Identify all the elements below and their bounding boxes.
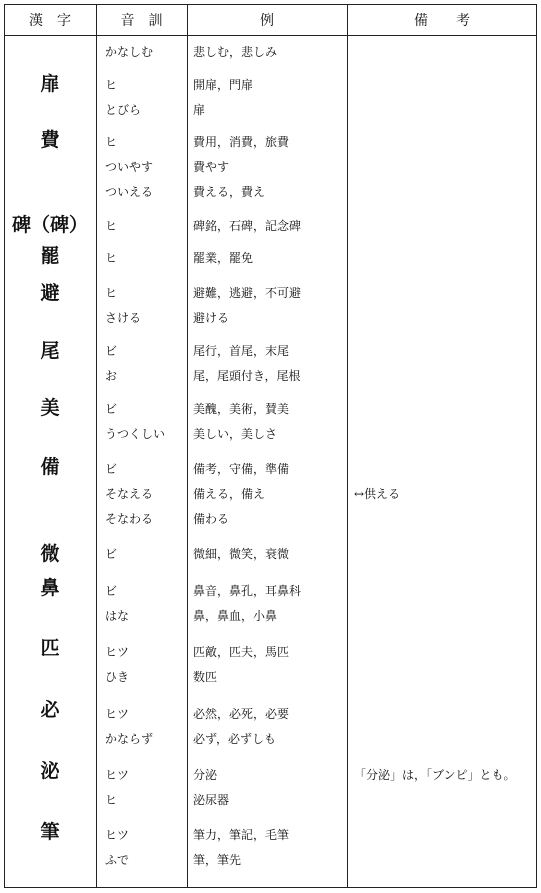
header-divider [4, 35, 537, 36]
note-cell: ↔供える [354, 487, 401, 501]
example-cell: 備える，備え [193, 487, 266, 501]
reading-cell: ビ [105, 584, 118, 598]
example-cell: 開扉，門扉 [193, 78, 254, 92]
reading-cell: ヒツ [105, 645, 130, 659]
example-cell: 微細，微笑，衰微 [193, 547, 290, 561]
example-cell: 筆，筆先 [193, 853, 242, 867]
example-cell: 鼻音，鼻孔，耳鼻科 [193, 584, 302, 598]
kanji-cell: 泌 [40, 760, 60, 782]
example-cell: 筆力，筆記，毛筆 [193, 828, 290, 842]
reading-cell: ヒ [105, 286, 118, 300]
reading-cell: はな [105, 609, 130, 623]
reading-cell: ついやす [105, 160, 154, 174]
kanji-cell: 避 [40, 282, 60, 304]
example-cell: 尾，尾頭付き，尾根 [193, 369, 301, 383]
reading-cell: ヒツ [105, 828, 130, 842]
reading-cell: ヒ [105, 793, 118, 807]
reading-cell: そなえる [105, 487, 154, 501]
reading-cell: ヒ [105, 135, 118, 149]
reading-cell: ひき [105, 670, 130, 684]
header-example: 例 [260, 12, 274, 29]
example-cell: 美しい，美しさ [193, 427, 278, 441]
reading-cell: ビ [105, 344, 118, 358]
example-cell: 悲しむ，悲しみ [193, 45, 278, 59]
reading-cell: お [105, 369, 118, 383]
reading-cell: ビ [105, 402, 118, 416]
kanji-cell: 尾 [40, 340, 60, 362]
kanji-cell: 微 [40, 543, 60, 565]
column-divider [187, 4, 188, 888]
example-cell: 数匹 [193, 670, 218, 684]
reading-cell: ついえる [105, 185, 154, 199]
example-cell: 費える，費え [193, 185, 266, 199]
column-divider [347, 4, 348, 888]
example-cell: 泌尿器 [193, 793, 230, 807]
reading-cell: ヒ [105, 78, 118, 92]
reading-cell: うつくしい [105, 427, 166, 441]
example-cell: 分泌 [193, 768, 218, 782]
reading-cell: ヒツ [105, 768, 130, 782]
reading-cell: そなわる [105, 512, 154, 526]
example-cell: 必ず，必ずしも [193, 732, 277, 746]
header-note: 備 考 [414, 12, 470, 29]
reading-cell: ヒ [105, 251, 118, 265]
example-cell: 備考，守備，準備 [193, 462, 290, 476]
reading-cell: ヒ [105, 219, 118, 233]
example-cell: 罷業，罷免 [193, 251, 254, 265]
example-cell: 避ける [193, 311, 230, 325]
kanji-cell: 筆 [40, 821, 60, 843]
kanji-cell: 鼻 [40, 577, 60, 599]
kanji-cell: 碑（碑） [11, 214, 88, 236]
kanji-cell: 備 [40, 456, 60, 478]
kanji-cell: 費 [40, 129, 60, 151]
reading-cell: ヒツ [105, 707, 130, 721]
example-cell: 費やす [193, 160, 230, 174]
reading-cell: かなしむ [105, 45, 154, 59]
kanji-cell: 扉 [40, 73, 60, 95]
reading-cell: かならず [105, 732, 154, 746]
note-cell: 「分泌」は，「ブンピ」とも。 [354, 768, 516, 782]
example-cell: 費用，消費，旅費 [193, 135, 290, 149]
reading-cell: さける [105, 311, 142, 325]
example-cell: 鼻，鼻血，小鼻 [193, 609, 278, 623]
example-cell: 避難，逃避，不可避 [193, 286, 302, 300]
reading-cell: ビ [105, 462, 118, 476]
kanji-cell: 罷 [40, 245, 60, 267]
example-cell: 扉 [193, 103, 206, 117]
example-cell: 碑銘，石碑，記念碑 [193, 219, 302, 233]
header-onkun: 音 訓 [120, 12, 163, 29]
reading-cell: ビ [105, 547, 118, 561]
example-cell: 美醜，美術，賛美 [193, 402, 290, 416]
kanji-cell: 匹 [40, 637, 60, 659]
column-divider [96, 4, 97, 888]
reading-cell: とびら [105, 103, 142, 117]
example-cell: 尾行，首尾，末尾 [193, 344, 290, 358]
reading-cell: ふで [105, 853, 130, 867]
example-cell: 備わる [193, 512, 230, 526]
kanji-cell: 必 [40, 699, 60, 721]
kanji-cell: 美 [40, 397, 60, 419]
example-cell: 必然，必死，必要 [193, 707, 290, 721]
example-cell: 匹敵，匹夫，馬匹 [193, 645, 290, 659]
header-kanji: 漢 字 [29, 12, 71, 29]
